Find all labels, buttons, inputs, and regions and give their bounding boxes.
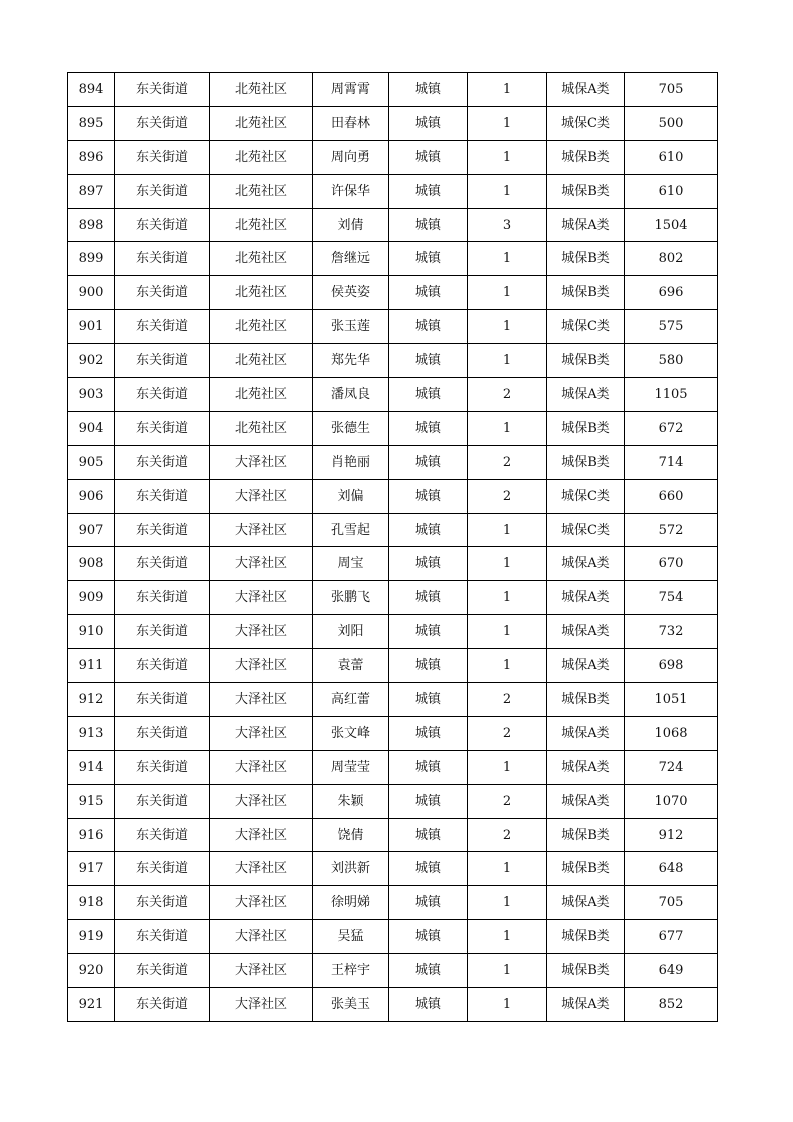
subdistrict-cell: 东关街道	[115, 276, 210, 310]
amount-cell: 610	[625, 174, 718, 208]
table-row	[68, 242, 718, 276]
community-cell: 大泽社区	[210, 750, 313, 784]
community-cell: 大泽社区	[210, 784, 313, 818]
row-number-cell: 910	[68, 615, 115, 649]
subdistrict-cell: 东关街道	[115, 411, 210, 445]
household-type-cell: 城镇	[389, 649, 468, 683]
amount-cell: 705	[625, 886, 718, 920]
household-size-cell: 1	[468, 954, 547, 988]
row-number-cell: 895	[68, 106, 115, 140]
household-size-cell: 1	[468, 988, 547, 1022]
amount-cell: 802	[625, 242, 718, 276]
household-type-cell: 城镇	[389, 73, 468, 107]
household-type-cell: 城镇	[389, 140, 468, 174]
table-row	[68, 649, 718, 683]
amount-cell: 705	[625, 73, 718, 107]
category-cell: 城保B类	[547, 276, 625, 310]
subdistrict-cell: 东关街道	[115, 310, 210, 344]
community-cell: 大泽社区	[210, 513, 313, 547]
subdistrict-cell: 东关街道	[115, 649, 210, 683]
row-number-cell: 915	[68, 784, 115, 818]
household-size-cell: 1	[468, 310, 547, 344]
amount-cell: 1068	[625, 716, 718, 750]
subdistrict-cell: 东关街道	[115, 716, 210, 750]
row-number-cell: 900	[68, 276, 115, 310]
name-cell: 肖艳丽	[313, 445, 389, 479]
subdistrict-cell: 东关街道	[115, 242, 210, 276]
table-row	[68, 581, 718, 615]
household-size-cell: 1	[468, 513, 547, 547]
household-type-cell: 城镇	[389, 445, 468, 479]
subdistrict-cell: 东关街道	[115, 140, 210, 174]
subdistrict-cell: 东关街道	[115, 920, 210, 954]
row-number-cell: 903	[68, 378, 115, 412]
household-type-cell: 城镇	[389, 174, 468, 208]
row-number-cell: 902	[68, 344, 115, 378]
row-number-cell: 919	[68, 920, 115, 954]
household-type-cell: 城镇	[389, 988, 468, 1022]
table-row	[68, 615, 718, 649]
name-cell: 张文峰	[313, 716, 389, 750]
category-cell: 城保C类	[547, 310, 625, 344]
community-cell: 大泽社区	[210, 954, 313, 988]
row-number-cell: 905	[68, 445, 115, 479]
name-cell: 许保华	[313, 174, 389, 208]
table-row	[68, 920, 718, 954]
category-cell: 城保A类	[547, 886, 625, 920]
name-cell: 周宝	[313, 547, 389, 581]
community-cell: 北苑社区	[210, 208, 313, 242]
category-cell: 城保B类	[547, 242, 625, 276]
row-number-cell: 913	[68, 716, 115, 750]
household-size-cell: 2	[468, 479, 547, 513]
subdistrict-cell: 东关街道	[115, 73, 210, 107]
table-row	[68, 411, 718, 445]
table-row	[68, 818, 718, 852]
name-cell: 张美玉	[313, 988, 389, 1022]
table-row	[68, 852, 718, 886]
table-row	[68, 73, 718, 107]
amount-cell: 660	[625, 479, 718, 513]
community-cell: 大泽社区	[210, 649, 313, 683]
row-number-cell: 914	[68, 750, 115, 784]
community-cell: 北苑社区	[210, 73, 313, 107]
subdistrict-cell: 东关街道	[115, 886, 210, 920]
community-cell: 北苑社区	[210, 310, 313, 344]
amount-cell: 610	[625, 140, 718, 174]
table-row	[68, 988, 718, 1022]
household-type-cell: 城镇	[389, 581, 468, 615]
household-size-cell: 1	[468, 649, 547, 683]
name-cell: 郑先华	[313, 344, 389, 378]
community-cell: 大泽社区	[210, 988, 313, 1022]
amount-cell: 572	[625, 513, 718, 547]
category-cell: 城保A类	[547, 581, 625, 615]
subdistrict-cell: 东关街道	[115, 784, 210, 818]
subdistrict-cell: 东关街道	[115, 615, 210, 649]
household-type-cell: 城镇	[389, 344, 468, 378]
table-row	[68, 445, 718, 479]
household-type-cell: 城镇	[389, 106, 468, 140]
name-cell: 张玉莲	[313, 310, 389, 344]
amount-cell: 732	[625, 615, 718, 649]
subdistrict-cell: 东关街道	[115, 106, 210, 140]
amount-cell: 670	[625, 547, 718, 581]
row-number-cell: 896	[68, 140, 115, 174]
category-cell: 城保B类	[547, 818, 625, 852]
row-number-cell: 920	[68, 954, 115, 988]
row-number-cell: 899	[68, 242, 115, 276]
household-size-cell: 2	[468, 378, 547, 412]
name-cell: 田春林	[313, 106, 389, 140]
table-row	[68, 174, 718, 208]
category-cell: 城保A类	[547, 378, 625, 412]
household-type-cell: 城镇	[389, 716, 468, 750]
amount-cell: 1504	[625, 208, 718, 242]
community-cell: 大泽社区	[210, 683, 313, 717]
household-size-cell: 1	[468, 615, 547, 649]
category-cell: 城保A类	[547, 750, 625, 784]
table-row	[68, 106, 718, 140]
table-row	[68, 716, 718, 750]
row-number-cell: 894	[68, 73, 115, 107]
table-row	[68, 378, 718, 412]
amount-cell: 754	[625, 581, 718, 615]
category-cell: 城保B类	[547, 954, 625, 988]
name-cell: 饶倩	[313, 818, 389, 852]
row-number-cell: 921	[68, 988, 115, 1022]
household-type-cell: 城镇	[389, 784, 468, 818]
name-cell: 朱颖	[313, 784, 389, 818]
household-size-cell: 1	[468, 920, 547, 954]
household-size-cell: 1	[468, 276, 547, 310]
table-row	[68, 140, 718, 174]
community-cell: 北苑社区	[210, 378, 313, 412]
amount-cell: 1051	[625, 683, 718, 717]
row-number-cell: 916	[68, 818, 115, 852]
category-cell: 城保B类	[547, 920, 625, 954]
subdistrict-cell: 东关街道	[115, 818, 210, 852]
subdistrict-cell: 东关街道	[115, 988, 210, 1022]
category-cell: 城保B类	[547, 174, 625, 208]
name-cell: 徐明娣	[313, 886, 389, 920]
community-cell: 北苑社区	[210, 174, 313, 208]
subdistrict-cell: 东关街道	[115, 445, 210, 479]
category-cell: 城保A类	[547, 73, 625, 107]
row-number-cell: 911	[68, 649, 115, 683]
category-cell: 城保A类	[547, 988, 625, 1022]
household-size-cell: 1	[468, 73, 547, 107]
household-size-cell: 1	[468, 581, 547, 615]
row-number-cell: 898	[68, 208, 115, 242]
table-row	[68, 784, 718, 818]
row-number-cell: 908	[68, 547, 115, 581]
table-row	[68, 547, 718, 581]
household-type-cell: 城镇	[389, 683, 468, 717]
name-cell: 刘偏	[313, 479, 389, 513]
community-cell: 北苑社区	[210, 276, 313, 310]
community-cell: 北苑社区	[210, 140, 313, 174]
household-type-cell: 城镇	[389, 954, 468, 988]
category-cell: 城保A类	[547, 784, 625, 818]
community-cell: 大泽社区	[210, 479, 313, 513]
name-cell: 刘倩	[313, 208, 389, 242]
table-row	[68, 954, 718, 988]
row-number-cell: 917	[68, 852, 115, 886]
name-cell: 王梓宇	[313, 954, 389, 988]
amount-cell: 724	[625, 750, 718, 784]
household-size-cell: 1	[468, 242, 547, 276]
name-cell: 袁蕾	[313, 649, 389, 683]
name-cell: 刘洪新	[313, 852, 389, 886]
roster-table	[67, 72, 718, 1022]
category-cell: 城保A类	[547, 649, 625, 683]
household-size-cell: 1	[468, 344, 547, 378]
household-size-cell: 1	[468, 547, 547, 581]
row-number-cell: 918	[68, 886, 115, 920]
amount-cell: 912	[625, 818, 718, 852]
subdistrict-cell: 东关街道	[115, 852, 210, 886]
row-number-cell: 906	[68, 479, 115, 513]
amount-cell: 1105	[625, 378, 718, 412]
table-row	[68, 276, 718, 310]
subdistrict-cell: 东关街道	[115, 683, 210, 717]
category-cell: 城保A类	[547, 208, 625, 242]
row-number-cell: 901	[68, 310, 115, 344]
household-size-cell: 2	[468, 784, 547, 818]
household-size-cell: 2	[468, 716, 547, 750]
household-size-cell: 1	[468, 886, 547, 920]
name-cell: 高红蕾	[313, 683, 389, 717]
household-type-cell: 城镇	[389, 208, 468, 242]
name-cell: 张德生	[313, 411, 389, 445]
household-size-cell: 1	[468, 411, 547, 445]
community-cell: 大泽社区	[210, 716, 313, 750]
roster-table-body	[68, 73, 718, 1022]
household-type-cell: 城镇	[389, 479, 468, 513]
amount-cell: 698	[625, 649, 718, 683]
household-size-cell: 1	[468, 174, 547, 208]
category-cell: 城保B类	[547, 411, 625, 445]
amount-cell: 696	[625, 276, 718, 310]
row-number-cell: 912	[68, 683, 115, 717]
household-type-cell: 城镇	[389, 378, 468, 412]
table-row	[68, 513, 718, 547]
category-cell: 城保A类	[547, 615, 625, 649]
amount-cell: 649	[625, 954, 718, 988]
name-cell: 刘阳	[313, 615, 389, 649]
amount-cell: 714	[625, 445, 718, 479]
name-cell: 张鹏飞	[313, 581, 389, 615]
row-number-cell: 904	[68, 411, 115, 445]
category-cell: 城保C类	[547, 106, 625, 140]
row-number-cell: 907	[68, 513, 115, 547]
category-cell: 城保A类	[547, 547, 625, 581]
category-cell: 城保B类	[547, 852, 625, 886]
community-cell: 大泽社区	[210, 581, 313, 615]
name-cell: 吴猛	[313, 920, 389, 954]
category-cell: 城保B类	[547, 344, 625, 378]
name-cell: 周霄霄	[313, 73, 389, 107]
community-cell: 大泽社区	[210, 920, 313, 954]
category-cell: 城保B类	[547, 140, 625, 174]
community-cell: 大泽社区	[210, 852, 313, 886]
name-cell: 潘凤良	[313, 378, 389, 412]
community-cell: 北苑社区	[210, 344, 313, 378]
table-row	[68, 886, 718, 920]
household-type-cell: 城镇	[389, 276, 468, 310]
table-row	[68, 344, 718, 378]
table-row	[68, 683, 718, 717]
household-size-cell: 1	[468, 852, 547, 886]
amount-cell: 852	[625, 988, 718, 1022]
subdistrict-cell: 东关街道	[115, 344, 210, 378]
community-cell: 大泽社区	[210, 886, 313, 920]
category-cell: 城保A类	[547, 716, 625, 750]
category-cell: 城保B类	[547, 683, 625, 717]
household-type-cell: 城镇	[389, 411, 468, 445]
household-size-cell: 1	[468, 106, 547, 140]
household-type-cell: 城镇	[389, 310, 468, 344]
community-cell: 北苑社区	[210, 411, 313, 445]
subdistrict-cell: 东关街道	[115, 513, 210, 547]
subdistrict-cell: 东关街道	[115, 208, 210, 242]
category-cell: 城保C类	[547, 479, 625, 513]
household-size-cell: 2	[468, 683, 547, 717]
amount-cell: 677	[625, 920, 718, 954]
subdistrict-cell: 东关街道	[115, 547, 210, 581]
household-type-cell: 城镇	[389, 818, 468, 852]
household-type-cell: 城镇	[389, 513, 468, 547]
name-cell: 詹继远	[313, 242, 389, 276]
household-type-cell: 城镇	[389, 920, 468, 954]
community-cell: 大泽社区	[210, 818, 313, 852]
table-row	[68, 208, 718, 242]
subdistrict-cell: 东关街道	[115, 750, 210, 784]
community-cell: 大泽社区	[210, 615, 313, 649]
table-row	[68, 310, 718, 344]
household-type-cell: 城镇	[389, 886, 468, 920]
subdistrict-cell: 东关街道	[115, 378, 210, 412]
amount-cell: 580	[625, 344, 718, 378]
community-cell: 北苑社区	[210, 106, 313, 140]
table-row	[68, 479, 718, 513]
name-cell: 周莹莹	[313, 750, 389, 784]
category-cell: 城保B类	[547, 445, 625, 479]
household-size-cell: 2	[468, 818, 547, 852]
category-cell: 城保C类	[547, 513, 625, 547]
subdistrict-cell: 东关街道	[115, 954, 210, 988]
name-cell: 侯英姿	[313, 276, 389, 310]
household-type-cell: 城镇	[389, 750, 468, 784]
household-type-cell: 城镇	[389, 547, 468, 581]
household-type-cell: 城镇	[389, 242, 468, 276]
subdistrict-cell: 东关街道	[115, 479, 210, 513]
community-cell: 大泽社区	[210, 547, 313, 581]
community-cell: 北苑社区	[210, 242, 313, 276]
community-cell: 大泽社区	[210, 445, 313, 479]
row-number-cell: 909	[68, 581, 115, 615]
name-cell: 周向勇	[313, 140, 389, 174]
name-cell: 孔雪起	[313, 513, 389, 547]
household-type-cell: 城镇	[389, 615, 468, 649]
household-size-cell: 3	[468, 208, 547, 242]
household-size-cell: 1	[468, 750, 547, 784]
row-number-cell: 897	[68, 174, 115, 208]
household-size-cell: 1	[468, 140, 547, 174]
amount-cell: 648	[625, 852, 718, 886]
amount-cell: 1070	[625, 784, 718, 818]
amount-cell: 672	[625, 411, 718, 445]
subdistrict-cell: 东关街道	[115, 174, 210, 208]
household-size-cell: 2	[468, 445, 547, 479]
amount-cell: 575	[625, 310, 718, 344]
subdistrict-cell: 东关街道	[115, 581, 210, 615]
table-row	[68, 750, 718, 784]
household-type-cell: 城镇	[389, 852, 468, 886]
amount-cell: 500	[625, 106, 718, 140]
